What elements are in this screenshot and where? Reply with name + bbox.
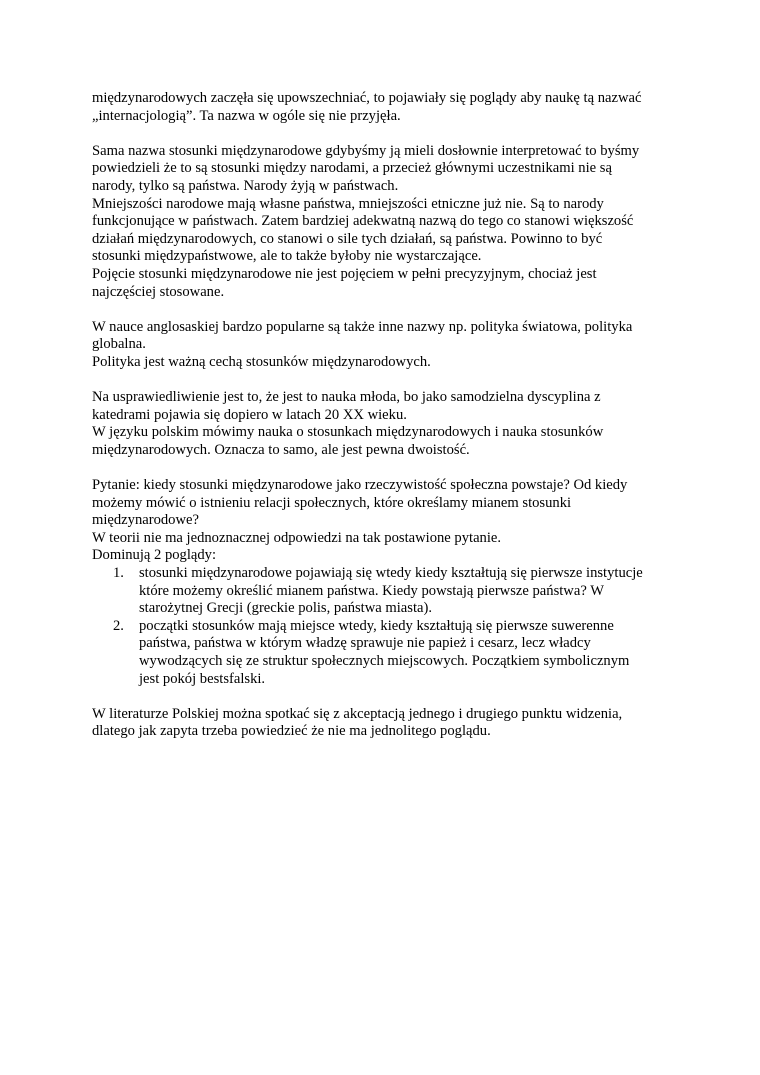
document-body	[92, 90, 682, 741]
text-line: Polityka jest ważną cechą stosunków międzynarodowych.	[92, 353, 431, 370]
list-item	[113, 617, 682, 688]
text-line: możemy mówić o istnieniu relacji społecznych, które określamy mianem stosunki	[92, 494, 572, 511]
text-line: państwa, państwa w którym władzę sprawuje nie papież i cesarz, lecz władcy	[139, 635, 591, 652]
text-line: „internacjologią”. Ta nazwa w ogóle się nie przyjęła.	[92, 107, 401, 124]
text-line: starożytnej Grecji (greckie polis, państwa miasta).	[139, 600, 432, 617]
list-number: 1.	[113, 565, 124, 582]
list-number: 2.	[113, 617, 124, 634]
text-line: globalna.	[92, 336, 146, 353]
text-line: działań międzynarodowych, co stanowi o sile tych działań, są państwa. Powinno to być	[92, 230, 603, 247]
text-line: najczęściej stosowane.	[92, 283, 225, 300]
paragraph-gap	[92, 688, 682, 706]
text-line: międzynarodowych. Oznacza to samo, ale jest pewna dwoistość.	[92, 441, 470, 458]
text-line: powiedzieli że to są stosunki między narodami, a przecież głównymi uczestnikami nie są	[92, 160, 612, 177]
text-line: Dominują 2 poglądy:	[92, 547, 217, 564]
text-line: Na usprawiedliwienie jest to, że jest to nauka młoda, bo jako samodzielna dyscyplina z	[92, 389, 601, 406]
text-line: W teorii nie ma jednoznacznej odpowiedzi na tak postawione pytanie.	[92, 529, 502, 546]
paragraph-gap	[92, 372, 682, 390]
text-line: narody, tylko są państwa. Narody żyją w państwach.	[92, 177, 399, 194]
text-line: W nauce anglosaskiej bardzo popularne są także inne nazwy np. polityka światowa, polityka	[92, 318, 633, 335]
text-line: międzynarodowe?	[92, 512, 199, 529]
text-line: które możemy określić mianem państwa. Kiedy powstają pierwsze państwa? W	[139, 582, 604, 599]
text-line: funkcjonujące w państwach. Zatem bardziej adekwatną nazwą do tego co stanowi większość	[92, 213, 634, 230]
text-line: Sama nazwa stosunki międzynarodowe gdybyśmy ją mieli dosłownie interpretować to byśmy	[92, 142, 640, 159]
numbered-list	[92, 565, 682, 688]
text-line: dlatego jak zapyta trzeba powiedzieć że nie ma jednolitego poglądu.	[92, 723, 491, 740]
text-line: Pytanie: kiedy stosunki międzynarodowe jako rzeczywistość społeczna powstaje? Od kiedy	[92, 477, 628, 494]
text-line: W języku polskim mówimy nauka o stosunkach międzynarodowych i nauka stosunków	[92, 424, 604, 441]
paragraph-nazwa	[92, 143, 682, 301]
paragraph-gap	[92, 459, 682, 477]
text-line: katedrami pojawia się dopiero w latach 20 XX wieku.	[92, 406, 407, 423]
text-line: wywodzących się ze struktur społecznych miejscowych. Początkiem symbolicznym	[139, 653, 630, 669]
text-line: jest pokój bestsfalski.	[139, 670, 266, 687]
paragraph-gap	[92, 125, 682, 143]
text-line: Pojęcie stosunki międzynarodowe nie jest pojęciem w pełni precyzyjnym, chociaż jest	[92, 265, 597, 282]
list-item	[113, 565, 682, 618]
paragraph-usprawiedliwienie	[92, 389, 682, 459]
paragraph-internacjologia	[92, 90, 682, 125]
text-line: Mniejszości narodowe mają własne państwa, mniejszości etniczne już nie. Są to narody	[92, 195, 604, 212]
paragraph-anglosaska	[92, 319, 682, 372]
paragraph-literatura	[92, 706, 682, 741]
text-line: międzynarodowych zaczęła się upowszechniać, to pojawiały się poglądy aby naukę tą nazwać	[92, 90, 642, 106]
text-line: początki stosunków mają miejsce wtedy, kiedy kształtują się pierwsze suwerenne	[139, 617, 614, 634]
text-line: stosunki międzynarodowe pojawiają się wtedy kiedy kształtują się pierwsze instytucje	[139, 565, 643, 582]
paragraph-pytanie	[92, 477, 682, 565]
text-line: W literaturze Polskiej można spotkać się z akceptacją jednego i drugiego punktu widzenia,	[92, 705, 623, 722]
paragraph-gap	[92, 301, 682, 319]
text-line: stosunki międzypaństwowe, ale to także byłoby nie wystarczające.	[92, 248, 482, 265]
